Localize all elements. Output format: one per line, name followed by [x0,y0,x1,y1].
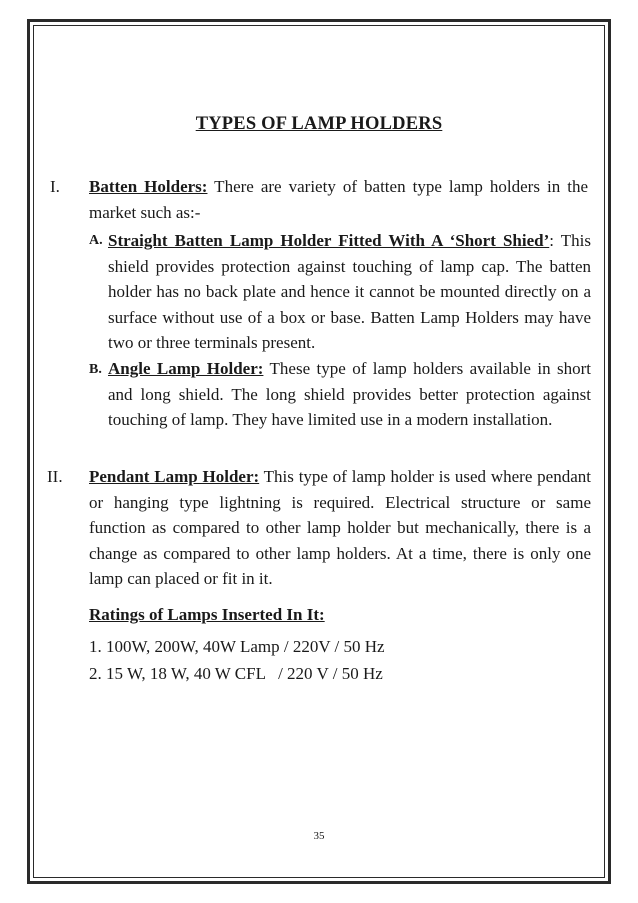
section-pendant-holder [89,464,591,592]
page-border-inner [33,25,605,878]
rating-line-2: 2. 15 W, 18 W, 40 W CFL / 220 V / 50 Hz [89,664,383,683]
section-numeral-1: I. [50,177,60,196]
section-text: There are variety of batten type lamp holders in the market such as:- [89,177,588,222]
section-batten-holders [89,174,588,225]
item-letter-a: A. [89,233,103,248]
section-text: This type of lamp holder is used where pendant or hanging type lightning is required. Electrical structure or same function as compared to other lamp holder but mechanically, there is a change as compared to other lamp holders. At a time, there is only one lamp can placed or fit in it. [89,467,591,588]
item-angle-lamp [108,356,591,433]
rating-line-1: 1. 100W, 200W, 40W Lamp / 220V / 50 Hz [89,637,385,656]
page-title: TYPES OF LAMP HOLDERS [195,114,443,134]
ratings-heading: Ratings of Lamps Inserted In It: [89,605,325,624]
item-heading: Straight Batten Lamp Holder Fitted With A ‘Short Shied’ [108,231,550,250]
item-straight-batten [108,228,591,356]
section-heading: Pendant Lamp Holder: [89,467,260,486]
page-number: 35 [313,830,325,842]
item-heading: Angle Lamp Holder: [108,359,264,378]
section-heading: Batten Holders: [89,177,208,196]
item-text: These type of lamp holders available in short and long shield. The long shield provides better protection against touching of lamp. They have limited use in a modern installation. [108,359,591,429]
item-letter-b: B. [89,362,102,377]
item-text: : This shield provides protection against touching of lamp cap. The batten holder has no back plate and hence it cannot be mounted directly on a surface without use of a box or base. Batten Lamp Holders may have two or three terminals present. [108,231,591,352]
section-numeral-2: II. [47,467,63,486]
